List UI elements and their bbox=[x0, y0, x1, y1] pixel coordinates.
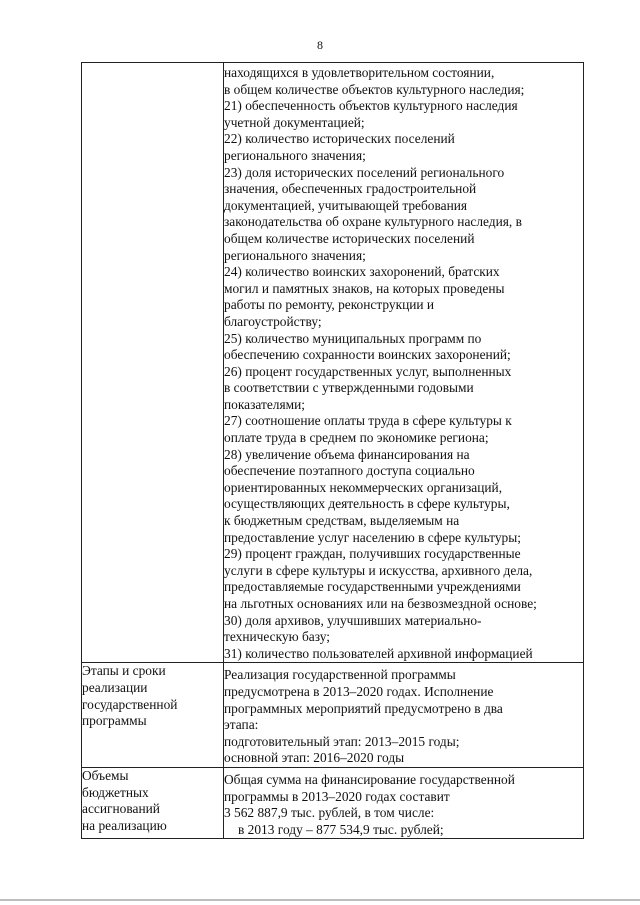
indicator-line: 28) увеличение объема финансирования на bbox=[224, 446, 470, 462]
volumes-row bbox=[82, 767, 584, 838]
indicator-line: услуги в сфере культуры и искусства, архивного дела, bbox=[224, 562, 533, 578]
indicator-line: могил и памятных знаков, на которых проведены bbox=[224, 280, 505, 296]
indicator-line: 26) процент государственных услуг, выполненных bbox=[224, 363, 512, 379]
indicator-line: техническую базу; bbox=[224, 629, 330, 645]
volumes-content-line: программы в 2013–2020 годах составит bbox=[224, 788, 450, 804]
volumes-label-line: на реализацию bbox=[82, 817, 167, 833]
indicator-line: оплате труда в среднем по экономике региона; bbox=[224, 430, 489, 446]
indicator-line: осуществляющих деятельность в сфере культуры, bbox=[224, 496, 510, 512]
indicators-label-cell bbox=[82, 63, 224, 663]
volumes-content-line: в 2013 году – 877 534,9 тыс. рублей; bbox=[238, 821, 444, 837]
page-number: 8 bbox=[317, 38, 323, 52]
indicator-line: общем количестве исторических поселений bbox=[224, 230, 475, 246]
indicator-line: регионального значения; bbox=[224, 247, 366, 263]
indicators-row bbox=[82, 63, 584, 663]
indicator-line: 21) обеспеченность объектов культурного наследия bbox=[224, 98, 518, 114]
indicator-line: на льготных основаниях или на безвозмездной основе; bbox=[224, 596, 537, 611]
indicator-line: 25) количество муниципальных программ по bbox=[224, 330, 482, 346]
indicator-line: обеспечению сохранности воинских захоронений; bbox=[224, 347, 511, 363]
volumes-label-line: ассигнований bbox=[82, 801, 160, 817]
stages-content-line: основной этап: 2016–2020 годы bbox=[224, 750, 405, 766]
indicator-line: 22) количество исторических поселений bbox=[224, 131, 455, 147]
indicator-line: в соответствии с утвержденными годовыми bbox=[224, 380, 474, 396]
indicator-line: в общем количестве объектов культурного наследия; bbox=[224, 81, 525, 97]
indicator-line: находящихся в удовлетворительном состоянии, bbox=[224, 65, 495, 80]
indicator-line: предоставление услуг населению в сфере культуры; bbox=[224, 529, 521, 545]
indicator-line: 27) соотношение оплаты труда в сфере культуры к bbox=[224, 413, 512, 429]
stages-row bbox=[82, 663, 584, 768]
indicator-line: 23) доля исторических поселений регионального bbox=[224, 164, 505, 180]
stages-label-line: Этапы и сроки bbox=[82, 663, 166, 679]
passport-table bbox=[81, 62, 584, 839]
indicator-line: ориентированных некоммерческих организаций, bbox=[224, 479, 503, 495]
indicator-line: показателями; bbox=[224, 396, 305, 412]
page-bottom-rule bbox=[0, 899, 640, 901]
volumes-content-line: Общая сумма на финансирование государственной bbox=[224, 771, 515, 787]
volumes-content-cell bbox=[224, 767, 584, 838]
indicator-line: регионального значения; bbox=[224, 147, 366, 163]
stages-label-line: реализации bbox=[82, 679, 148, 695]
stages-label-cell bbox=[82, 663, 224, 768]
indicator-line: законодательства об охране культурного наследия, в bbox=[224, 214, 522, 230]
indicator-line: 31) количество пользователей архивной информацией bbox=[224, 645, 533, 661]
stages-content-cell bbox=[224, 663, 584, 768]
stages-content-line: Реализация государственной программы bbox=[224, 667, 456, 683]
indicators-content-cell bbox=[224, 63, 584, 663]
stages-content-line: программных мероприятий предусмотрено в два bbox=[224, 700, 503, 716]
indicator-line: работы по ремонту, реконструкции и bbox=[224, 297, 435, 313]
volumes-label-cell bbox=[82, 767, 224, 838]
stages-content-line: предусмотрена в 2013–2020 годах. Исполнение bbox=[224, 683, 494, 699]
stages-label-line: государственной bbox=[82, 696, 178, 712]
stages-content-line: подготовительный этап: 2013–2015 годы; bbox=[224, 733, 460, 749]
indicator-line: 24) количество воинских захоронений, братских bbox=[224, 264, 500, 280]
indicator-line: 29) процент граждан, получивших государственные bbox=[224, 546, 521, 562]
stages-content-line: этапа: bbox=[224, 717, 259, 733]
volumes-label-line: бюджетных bbox=[82, 784, 149, 800]
indicator-line: благоустройству; bbox=[224, 313, 322, 329]
indicator-line: документацией, учитывающей требования bbox=[224, 197, 468, 213]
indicator-line: обеспечение поэтапного доступа социально bbox=[224, 463, 475, 479]
indicator-line: предоставляемые государственными учреждениями bbox=[224, 579, 521, 595]
volumes-label-line: Объемы bbox=[82, 767, 129, 783]
indicator-line: к бюджетным средствам, выделяемым на bbox=[224, 513, 460, 529]
stages-label-line: программы bbox=[82, 713, 147, 729]
indicator-line: 30) доля архивов, улучшивших материально- bbox=[224, 612, 482, 628]
indicator-line: значения, обеспеченных градостроительной bbox=[224, 181, 477, 197]
volumes-content-line: 3 562 887,9 тыс. рублей, в том числе: bbox=[224, 805, 435, 821]
indicator-line: учетной документацией; bbox=[224, 114, 365, 130]
